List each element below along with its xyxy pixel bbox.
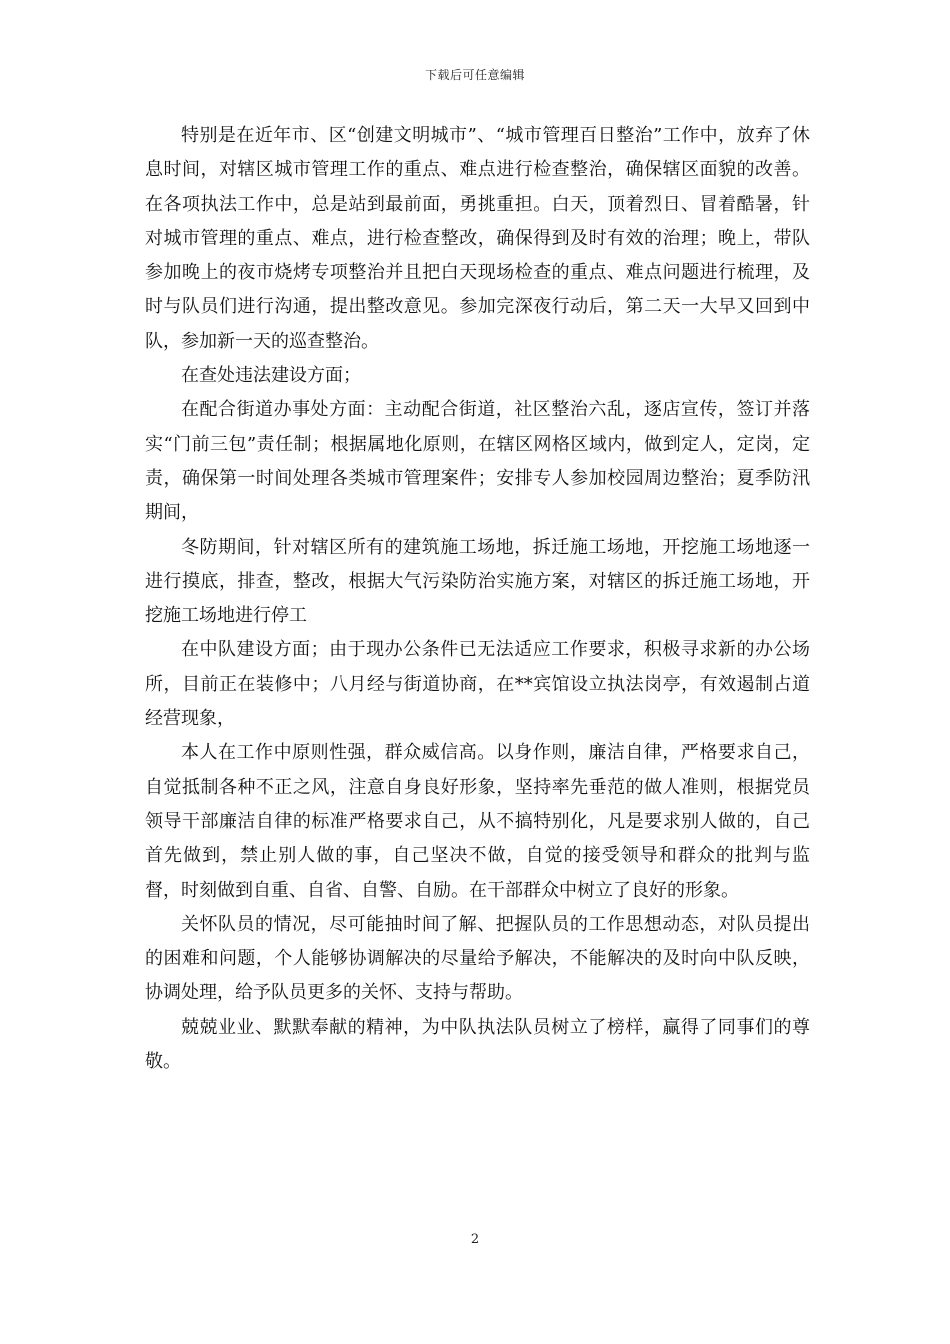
paragraph-squad-building: 在中队建设方面；由于现办公条件已无法适应工作要求，积极寻求新的办公场所，目前正在装修中；八月经与街道协商，在**宾馆设立执法岗亭，有效遏制占道经营现象， [145, 639, 810, 730]
paragraph-street-office: 在配合街道办事处方面：主动配合街道，社区整治六乱，逐店宣传，签订并落实“门前三包”责任制；根据属地化原则，在辖区网格区域内，做到定人，定岗，定责，确保第一时间处理各类城市管理案件；安排专人参加校园周边整治；夏季防汛期间， [145, 399, 810, 524]
page-header: 下载后可任意编辑 [424, 68, 525, 82]
paragraph-personal-integrity: 本人在工作中原则性强，群众威信高。以身作则，廉洁自律，严格要求自己，自觉抵制各种不正之风，注意自身良好形象，坚持率先垂范的做人准则，根据党员领导干部廉洁自律的标准严格要求自己，从不搞特别化，凡是要求别人做的，自己首先做到，禁止别人做的事，自己坚决不做，自觉的接受领导和群众的批判与监督，时刻做到自重、自省、自警、自励。在干部群众中树立了良好的形象。 [145, 742, 810, 901]
paragraph-dedication: 兢兢业业、默默奉献的精神，为中队执法队员树立了榜样，赢得了同事们的尊敬。 [145, 1016, 810, 1073]
paragraph-city-management: 特别是在近年市、区“创建文明城市”、“城市管理百日整治”工作中，放弃了休息时间，对辖区城市管理工作的重点、难点进行检查整治，确保辖区面貌的改善。在各项执法工作中，总是站到最前面，勇挑重担。白天，顶着烈日、冒着酷暑，针对城市管理的重点、难点，进行检查整改，确保得到及时有效的治理；晚上，带队参加晚上的夜市烧烤专项整治并且把白天现场检查的重点、难点问题进行梳理，及时与队员们进行沟通，提出整改意见。参加完深夜行动后，第二天一大早又回到中队，参加新一天的巡查整治。 [145, 125, 810, 352]
paragraph-illegal-construction: 在查处违法建设方面； [181, 365, 361, 387]
page-number: 2 [470, 1232, 480, 1247]
paragraph-winter-prevention: 冬防期间，针对辖区所有的建筑施工场地，拆迁施工场地，开挖施工场地逐一进行摸底，排查，整改，根据大气污染防治实施方案，对辖区的拆迁施工场地，开挖施工场地进行停工 [145, 536, 810, 627]
paragraph-caring-members: 关怀队员的情况，尽可能抽时间了解、把握队员的工作思想动态，对队员提出的困难和问题，个人能够协调解决的尽量给予解决，不能解决的及时向中队反映，协调处理，给予队员更多的关怀、支持与帮助。 [145, 913, 810, 1004]
document-body [145, 119, 810, 1079]
